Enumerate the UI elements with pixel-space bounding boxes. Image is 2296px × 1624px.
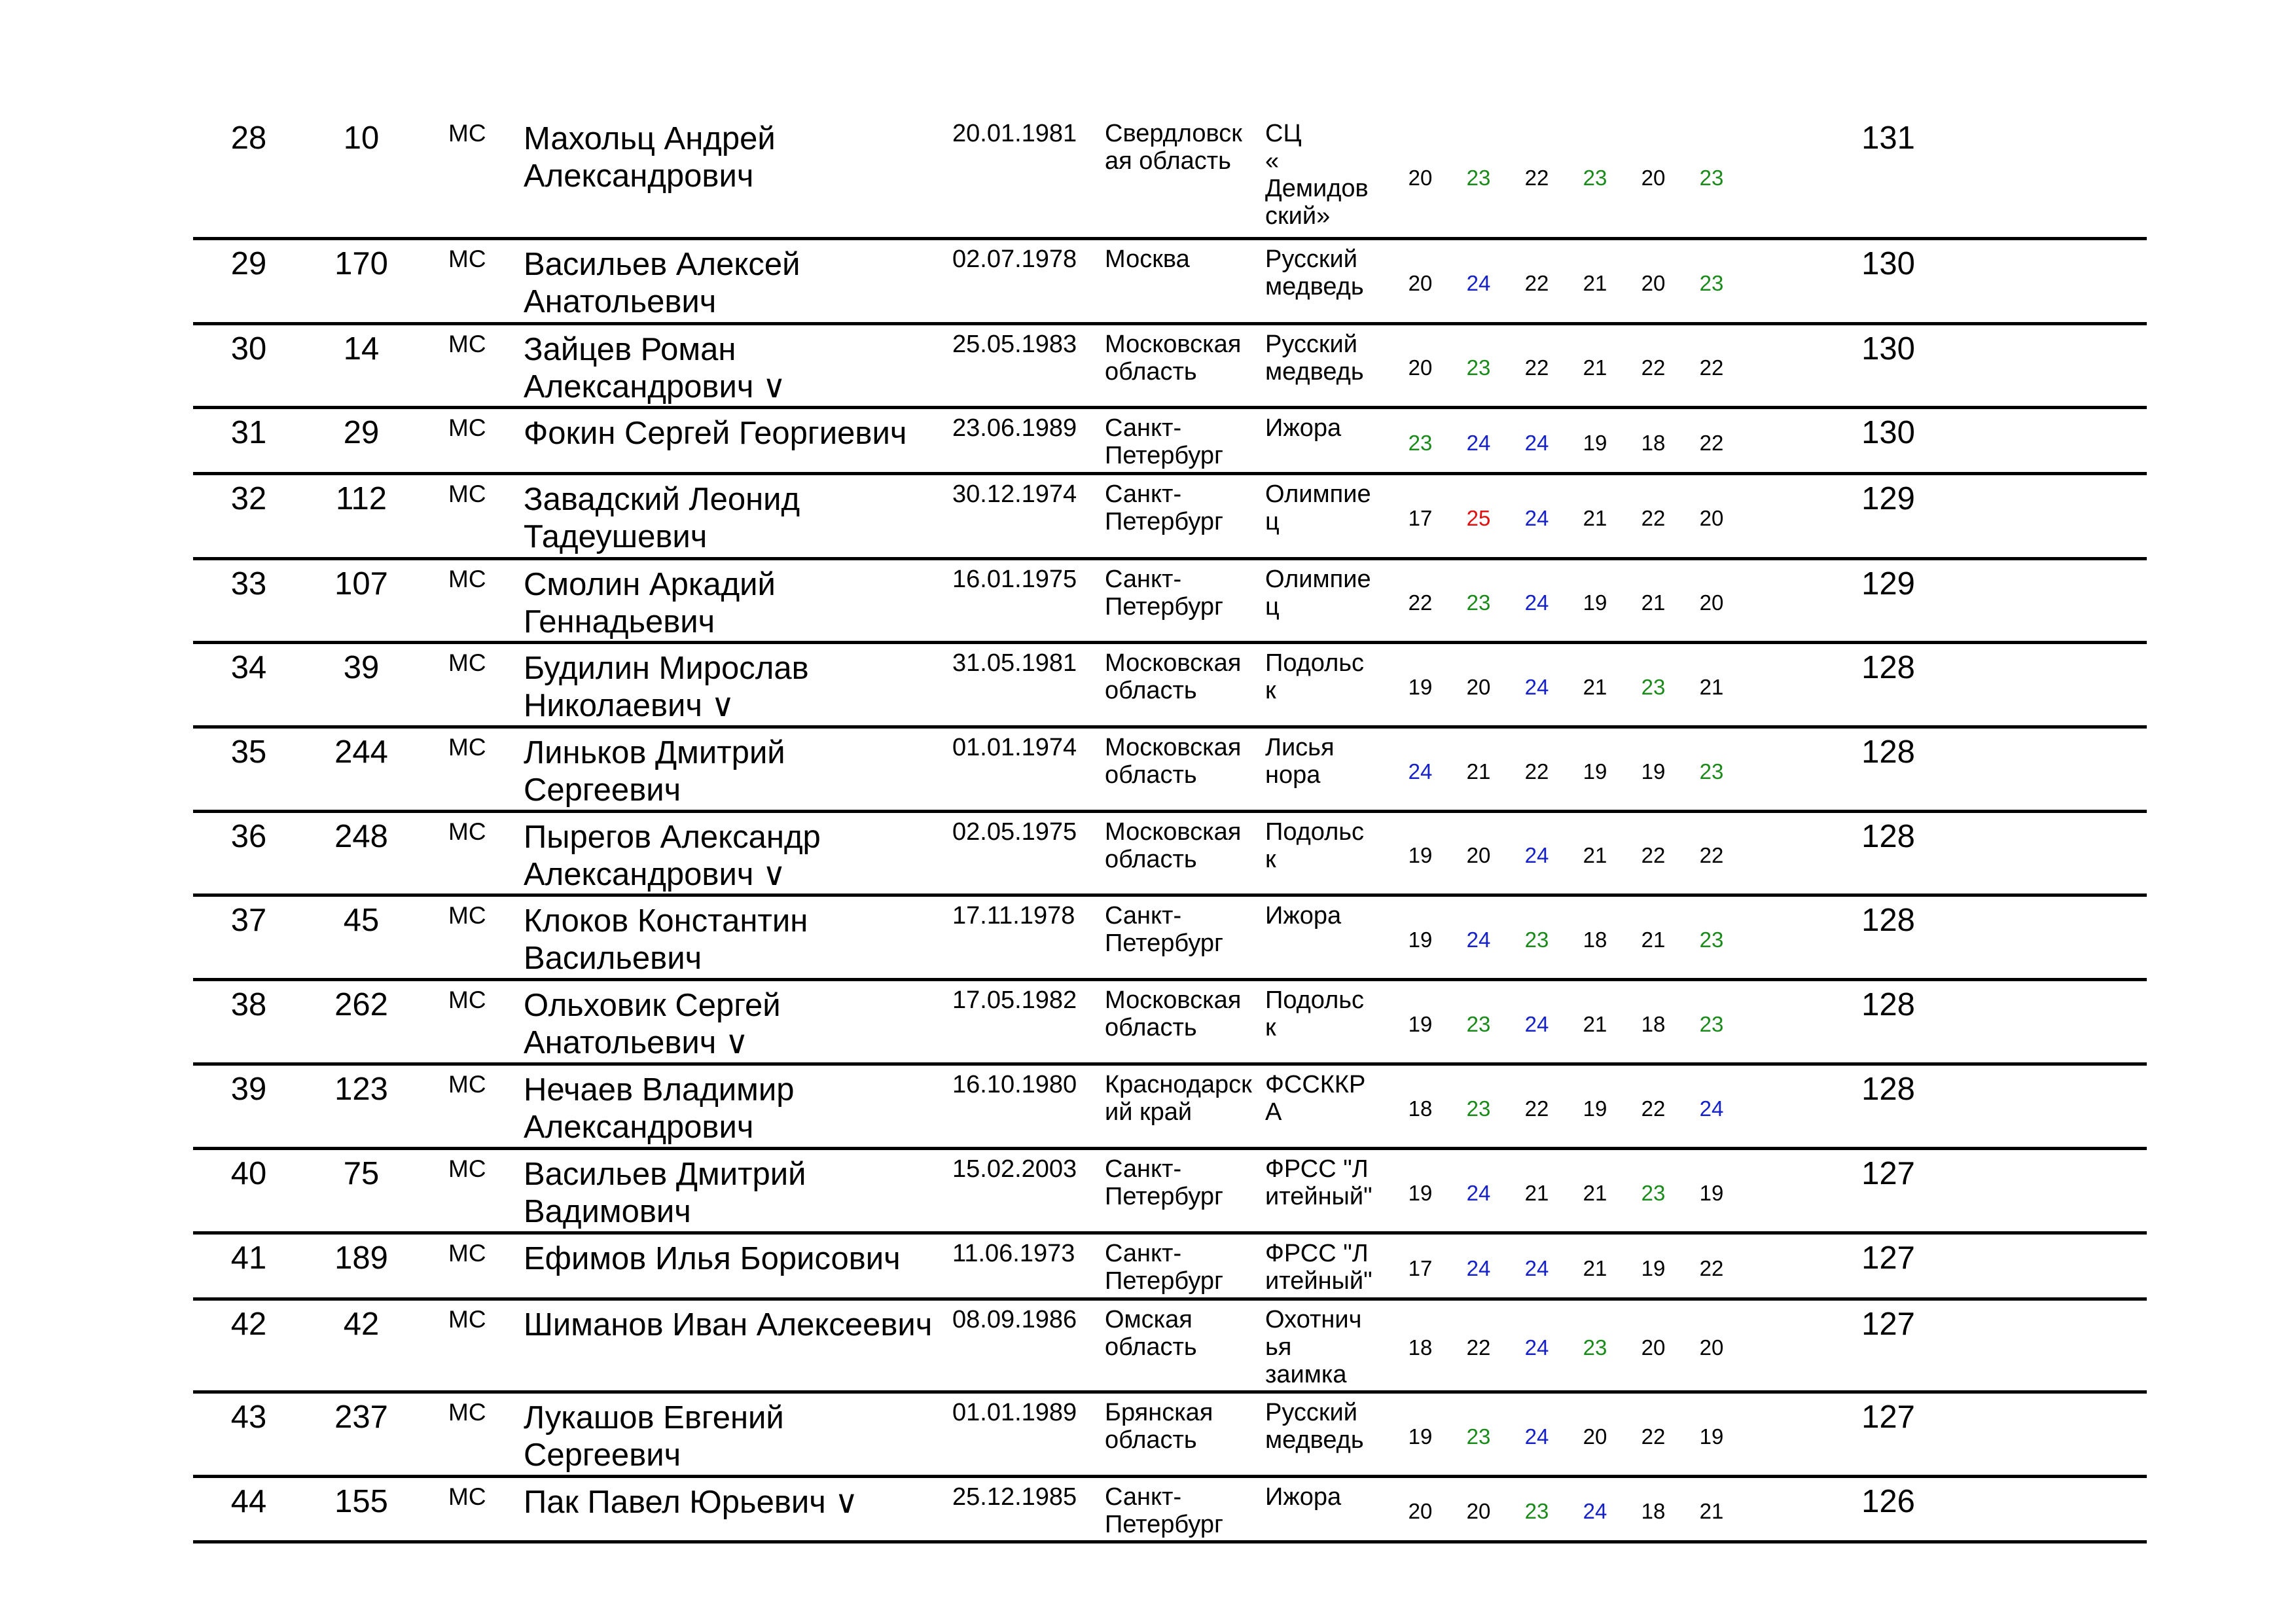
series-score-cell: 25: [1466, 506, 1491, 530]
rank-cell: МС: [448, 986, 486, 1013]
club-cell: СЦ « Демидов ский»: [1265, 120, 1369, 230]
series-score-cell: 22: [1524, 759, 1549, 784]
total-score-cell: 128: [1861, 987, 1915, 1022]
club-cell: Ижора: [1265, 902, 1342, 929]
rank-cell: МС: [448, 902, 486, 929]
rank-cell: МС: [448, 120, 486, 147]
series-score-cell: 24: [1466, 431, 1491, 455]
club-cell: Олимпие ц: [1265, 566, 1371, 621]
rank-cell: МС: [448, 331, 486, 357]
series-score-cell: 19: [1583, 1096, 1607, 1121]
place-cell: 39: [230, 1072, 267, 1107]
series-score-cell: 24: [1524, 1335, 1549, 1360]
series-score-cell: 24: [1466, 1256, 1491, 1280]
place-cell: 30: [230, 331, 267, 367]
table-row: [193, 475, 2147, 560]
series-score-cell: 20: [1466, 1499, 1491, 1523]
series-score-cell: 22: [1524, 166, 1549, 190]
total-score-cell: 128: [1861, 903, 1915, 938]
place-cell: 44: [230, 1484, 267, 1519]
series-score-cell: 23: [1699, 271, 1724, 295]
club-cell: Охотнич ья заимка: [1265, 1306, 1362, 1388]
region-cell: Санкт- Петербург: [1105, 480, 1223, 535]
place-cell: 33: [230, 566, 267, 602]
series-score-cell: 20: [1408, 271, 1433, 295]
series-score-cell: 18: [1641, 1012, 1666, 1036]
series-score-cell: 22: [1524, 355, 1549, 380]
total-score-cell: 128: [1861, 1072, 1915, 1107]
athlete-name-cell: Смолин Аркадий Геннадьевич: [524, 567, 776, 640]
athlete-name-cell: Махольц Андрей Александрович: [524, 121, 776, 194]
series-score-cell: 23: [1466, 590, 1491, 615]
series-score-cell: 24: [1699, 1096, 1724, 1121]
series-score-cell: 24: [1408, 759, 1433, 784]
table-row: [193, 1235, 2147, 1301]
athlete-name-cell: Васильев Алексей Анатольевич: [524, 247, 800, 319]
region-cell: Московская область: [1105, 734, 1242, 789]
series-score-cell: 18: [1641, 1499, 1666, 1523]
athlete-name-cell: Линьков Дмитрий Сергеевич: [524, 735, 785, 808]
series-score-cell: 24: [1466, 1181, 1491, 1205]
club-cell: Русский медведь: [1265, 1399, 1364, 1454]
series-score-cell: 23: [1466, 1424, 1491, 1449]
series-score-cell: 19: [1699, 1424, 1724, 1449]
region-cell: Санкт- Петербург: [1105, 566, 1223, 621]
club-cell: ФРСС "Л итейный": [1265, 1240, 1372, 1295]
bib-number-cell: 39: [343, 650, 380, 685]
bib-number-cell: 112: [335, 481, 387, 516]
total-score-cell: 127: [1861, 1399, 1915, 1435]
table-row: [193, 897, 2147, 981]
club-cell: ФРСС "Л итейный": [1265, 1155, 1372, 1210]
series-score-cell: 20: [1583, 1424, 1607, 1449]
series-score-cell: 19: [1408, 1181, 1433, 1205]
series-score-cell: 23: [1699, 166, 1724, 190]
place-cell: 29: [230, 246, 267, 281]
athlete-name-cell: Ефимов Илья Борисович: [524, 1241, 901, 1276]
bib-number-cell: 248: [334, 819, 388, 854]
rank-cell: МС: [448, 1306, 486, 1333]
total-score-cell: 126: [1861, 1484, 1915, 1519]
series-score-cell: 22: [1466, 1335, 1491, 1360]
series-score-cell: 23: [1583, 166, 1607, 190]
birth-date-cell: 01.01.1974: [952, 734, 1077, 761]
place-cell: 35: [230, 734, 267, 770]
athlete-name-cell: Нечаев Владимир Александрович: [524, 1072, 795, 1145]
series-score-cell: 21: [1583, 1256, 1607, 1280]
series-score-cell: 22: [1699, 1256, 1724, 1280]
series-score-cell: 21: [1466, 759, 1491, 784]
region-cell: Москва: [1105, 245, 1190, 273]
table-row: [193, 115, 2147, 240]
total-score-cell: 127: [1861, 1156, 1915, 1191]
birth-date-cell: 17.11.1978: [952, 902, 1075, 929]
birth-date-cell: 16.01.1975: [952, 566, 1077, 593]
table-row: [193, 1066, 2147, 1150]
region-cell: Краснодарск ий край: [1105, 1071, 1252, 1126]
series-score-cell: 20: [1466, 843, 1491, 867]
series-score-cell: 21: [1583, 843, 1607, 867]
region-cell: Санкт- Петербург: [1105, 902, 1223, 957]
bib-number-cell: 10: [343, 120, 380, 156]
series-score-cell: 23: [1524, 1499, 1549, 1523]
series-score-cell: 24: [1466, 928, 1491, 952]
series-score-cell: 23: [1524, 928, 1549, 952]
club-cell: Русский медведь: [1265, 331, 1364, 386]
birth-date-cell: 30.12.1974: [952, 480, 1077, 508]
total-score-cell: 128: [1861, 650, 1915, 685]
birth-date-cell: 01.01.1989: [952, 1399, 1077, 1426]
athlete-name-cell: Пырегов Александр Александрович ∨: [524, 820, 821, 892]
series-score-cell: 23: [1641, 675, 1666, 699]
series-score-cell: 22: [1641, 355, 1666, 380]
region-cell: Санкт- Петербург: [1105, 414, 1223, 469]
total-score-cell: 131: [1861, 120, 1915, 156]
table-row: [193, 1150, 2147, 1235]
bib-number-cell: 107: [334, 566, 388, 602]
club-cell: Подольс к: [1265, 986, 1365, 1041]
birth-date-cell: 20.01.1981: [952, 120, 1077, 147]
table-row: [193, 644, 2147, 729]
place-cell: 37: [230, 903, 267, 938]
series-score-cell: 21: [1699, 675, 1724, 699]
series-score-cell: 23: [1466, 1012, 1491, 1036]
rank-cell: МС: [448, 734, 486, 761]
series-score-cell: 21: [1583, 675, 1607, 699]
birth-date-cell: 11.06.1973: [952, 1240, 1075, 1267]
series-score-cell: 21: [1583, 1181, 1607, 1205]
table-row: [193, 409, 2147, 475]
place-cell: 38: [230, 987, 267, 1022]
place-cell: 40: [230, 1156, 267, 1191]
region-cell: Омская область: [1105, 1306, 1197, 1361]
athlete-name-cell: Пак Павел Юрьевич ∨: [524, 1485, 859, 1520]
series-score-cell: 20: [1408, 355, 1433, 380]
series-score-cell: 22: [1699, 431, 1724, 455]
total-score-cell: 130: [1861, 331, 1915, 367]
series-score-cell: 19: [1583, 590, 1607, 615]
athlete-name-cell: Лукашов Евгений Сергеевич: [524, 1400, 784, 1473]
region-cell: Брянская область: [1105, 1399, 1213, 1454]
series-score-cell: 20: [1699, 506, 1724, 530]
table-row: [193, 1394, 2147, 1478]
club-cell: ФССККР А: [1265, 1071, 1366, 1126]
region-cell: Московская область: [1105, 649, 1242, 704]
table-row: [193, 240, 2147, 325]
rank-cell: МС: [448, 1155, 486, 1182]
rank-cell: МС: [448, 1071, 486, 1098]
table-row: [193, 325, 2147, 409]
series-score-cell: 20: [1466, 675, 1491, 699]
region-cell: Санкт- Петербург: [1105, 1483, 1223, 1538]
series-score-cell: 22: [1641, 843, 1666, 867]
series-score-cell: 24: [1583, 1499, 1607, 1523]
birth-date-cell: 02.07.1978: [952, 245, 1077, 273]
bib-number-cell: 244: [334, 734, 388, 770]
table-row: [193, 560, 2147, 644]
total-score-cell: 129: [1861, 481, 1915, 516]
birth-date-cell: 25.12.1985: [952, 1483, 1077, 1511]
athlete-name-cell: Ольховик Сергей Анатольевич ∨: [524, 988, 781, 1060]
bib-number-cell: 123: [334, 1072, 388, 1107]
region-cell: Московская область: [1105, 818, 1242, 873]
series-score-cell: 23: [1408, 431, 1433, 455]
series-score-cell: 22: [1641, 1096, 1666, 1121]
series-score-cell: 19: [1583, 431, 1607, 455]
athlete-name-cell: Будилин Мирослав Николаевич ∨: [524, 651, 809, 723]
series-score-cell: 24: [1524, 506, 1549, 530]
bib-number-cell: 29: [343, 415, 380, 450]
bib-number-cell: 237: [334, 1399, 388, 1435]
birth-date-cell: 25.05.1983: [952, 331, 1077, 358]
rank-cell: МС: [448, 818, 486, 845]
series-score-cell: 17: [1408, 1256, 1433, 1280]
birth-date-cell: 02.05.1975: [952, 818, 1077, 846]
total-score-cell: 127: [1861, 1240, 1915, 1276]
series-score-cell: 22: [1641, 506, 1666, 530]
athlete-name-cell: Васильев Дмитрий Вадимович: [524, 1157, 806, 1229]
series-score-cell: 23: [1583, 1335, 1607, 1360]
club-cell: Ижора: [1265, 1483, 1342, 1511]
results-table: [193, 115, 2147, 1543]
series-score-cell: 23: [1699, 928, 1724, 952]
region-cell: Московская область: [1105, 986, 1242, 1041]
total-score-cell: 129: [1861, 566, 1915, 602]
series-score-cell: 22: [1524, 1096, 1549, 1121]
bib-number-cell: 75: [343, 1156, 380, 1191]
total-score-cell: 128: [1861, 819, 1915, 854]
series-score-cell: 18: [1408, 1335, 1433, 1360]
place-cell: 34: [230, 650, 267, 685]
series-score-cell: 23: [1466, 166, 1491, 190]
series-score-cell: 20: [1641, 166, 1666, 190]
series-score-cell: 21: [1699, 1499, 1724, 1523]
rank-cell: МС: [448, 1483, 486, 1510]
place-cell: 28: [230, 120, 267, 156]
rank-cell: МС: [448, 245, 486, 272]
rank-cell: МС: [448, 566, 486, 592]
table-row: [193, 1301, 2147, 1394]
series-score-cell: 21: [1583, 355, 1607, 380]
athlete-name-cell: Фокин Сергей Георгиевич: [524, 416, 907, 451]
series-score-cell: 20: [1641, 271, 1666, 295]
table-row: [193, 1478, 2147, 1543]
series-score-cell: 22: [1699, 355, 1724, 380]
series-score-cell: 21: [1641, 928, 1666, 952]
bib-number-cell: 189: [334, 1240, 388, 1276]
series-score-cell: 24: [1524, 675, 1549, 699]
series-score-cell: 21: [1641, 590, 1666, 615]
athlete-name-cell: Зайцев Роман Александрович ∨: [524, 332, 786, 405]
birth-date-cell: 23.06.1989: [952, 414, 1077, 442]
series-score-cell: 24: [1524, 1012, 1549, 1036]
club-cell: Подольс к: [1265, 818, 1365, 873]
region-cell: Свердловск ая область: [1105, 120, 1242, 175]
series-score-cell: 24: [1524, 431, 1549, 455]
total-score-cell: 128: [1861, 734, 1915, 770]
series-score-cell: 23: [1641, 1181, 1666, 1205]
series-score-cell: 19: [1583, 759, 1607, 784]
series-score-cell: 23: [1699, 759, 1724, 784]
total-score-cell: 127: [1861, 1307, 1915, 1342]
athlete-name-cell: Шиманов Иван Алексеевич: [524, 1307, 933, 1343]
series-score-cell: 24: [1524, 843, 1549, 867]
series-score-cell: 20: [1408, 1499, 1433, 1523]
series-score-cell: 19: [1408, 928, 1433, 952]
series-score-cell: 19: [1641, 1256, 1666, 1280]
region-cell: Санкт- Петербург: [1105, 1155, 1223, 1210]
bib-number-cell: 155: [334, 1484, 388, 1519]
birth-date-cell: 08.09.1986: [952, 1306, 1077, 1333]
series-score-cell: 23: [1699, 1012, 1724, 1036]
series-score-cell: 20: [1699, 1335, 1724, 1360]
place-cell: 36: [230, 819, 267, 854]
athlete-name-cell: Клоков Константин Васильевич: [524, 903, 808, 976]
series-score-cell: 18: [1583, 928, 1607, 952]
place-cell: 43: [230, 1399, 267, 1435]
bib-number-cell: 262: [334, 987, 388, 1022]
birth-date-cell: 16.10.1980: [952, 1071, 1077, 1098]
rank-cell: МС: [448, 414, 486, 441]
athlete-name-cell: Завадский Леонид Тадеушевич: [524, 482, 800, 554]
bib-number-cell: 170: [334, 246, 388, 281]
bib-number-cell: 42: [343, 1307, 380, 1342]
place-cell: 31: [230, 415, 267, 450]
series-score-cell: 18: [1641, 431, 1666, 455]
series-score-cell: 19: [1641, 759, 1666, 784]
club-cell: Ижора: [1265, 414, 1342, 442]
series-score-cell: 17: [1408, 506, 1433, 530]
rank-cell: МС: [448, 1399, 486, 1426]
series-score-cell: 18: [1408, 1096, 1433, 1121]
club-cell: Лисья нора: [1265, 734, 1335, 789]
region-cell: Санкт- Петербург: [1105, 1240, 1223, 1295]
table-row: [193, 813, 2147, 897]
series-score-cell: 21: [1583, 506, 1607, 530]
series-score-cell: 20: [1699, 590, 1724, 615]
series-score-cell: 24: [1524, 1424, 1549, 1449]
series-score-cell: 19: [1408, 675, 1433, 699]
series-score-cell: 19: [1408, 1012, 1433, 1036]
birth-date-cell: 17.05.1982: [952, 986, 1077, 1014]
series-score-cell: 19: [1408, 843, 1433, 867]
series-score-cell: 21: [1524, 1181, 1549, 1205]
series-score-cell: 21: [1583, 1012, 1607, 1036]
series-score-cell: 20: [1408, 166, 1433, 190]
series-score-cell: 24: [1466, 271, 1491, 295]
place-cell: 41: [230, 1240, 267, 1276]
bib-number-cell: 45: [343, 903, 380, 938]
total-score-cell: 130: [1861, 246, 1915, 281]
series-score-cell: 24: [1524, 590, 1549, 615]
series-score-cell: 21: [1583, 271, 1607, 295]
total-score-cell: 130: [1861, 415, 1915, 450]
bib-number-cell: 14: [343, 331, 380, 367]
place-cell: 32: [230, 481, 267, 516]
birth-date-cell: 31.05.1981: [952, 649, 1077, 677]
club-cell: Подольс к: [1265, 649, 1365, 704]
series-score-cell: 24: [1524, 1256, 1549, 1280]
rank-cell: МС: [448, 1240, 486, 1267]
series-score-cell: 22: [1699, 843, 1724, 867]
rank-cell: МС: [448, 480, 486, 507]
series-score-cell: 23: [1466, 355, 1491, 380]
table-row: [193, 729, 2147, 813]
series-score-cell: 22: [1524, 271, 1549, 295]
series-score-cell: 22: [1408, 590, 1433, 615]
region-cell: Московская область: [1105, 331, 1242, 386]
rank-cell: МС: [448, 649, 486, 676]
series-score-cell: 23: [1466, 1096, 1491, 1121]
club-cell: Русский медведь: [1265, 245, 1364, 300]
club-cell: Олимпие ц: [1265, 480, 1371, 535]
table-row: [193, 981, 2147, 1066]
place-cell: 42: [230, 1307, 267, 1342]
series-score-cell: 20: [1641, 1335, 1666, 1360]
series-score-cell: 19: [1699, 1181, 1724, 1205]
series-score-cell: 22: [1641, 1424, 1666, 1449]
series-score-cell: 19: [1408, 1424, 1433, 1449]
birth-date-cell: 15.02.2003: [952, 1155, 1077, 1183]
